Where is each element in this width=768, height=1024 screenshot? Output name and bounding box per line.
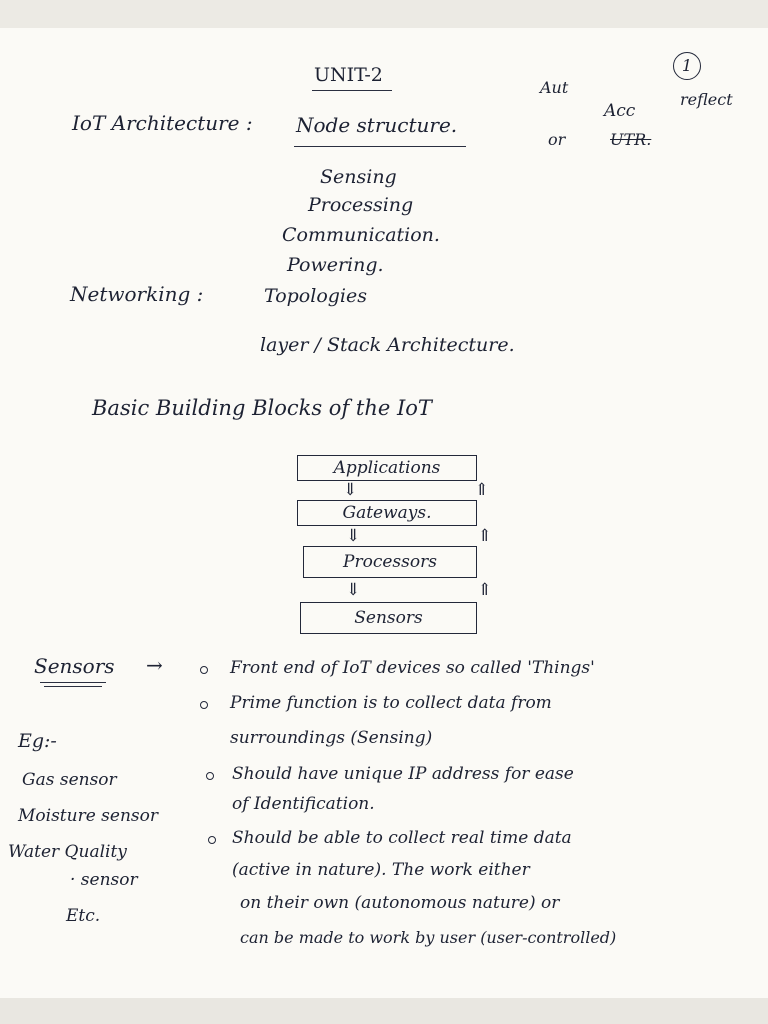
sensors-underline-1	[40, 682, 106, 683]
bullet-dot-2	[200, 701, 208, 709]
sensor-point-3-line-1: Should have unique IP address for ease	[232, 764, 574, 784]
arrows-processors-sensors: ⇓ ⇑	[346, 580, 548, 600]
sensor-point-4-line-1: Should be able to collect real time data	[232, 828, 572, 848]
sensors-underline-2	[44, 686, 102, 687]
examples-label: Eg:-	[18, 730, 57, 752]
note-line3b: UTR.	[610, 130, 652, 149]
block-sensors-label: Sensors	[354, 608, 423, 628]
sensors-label: Sensors	[34, 654, 115, 678]
networking-item-layer-stack: layer / Stack Architecture.	[260, 334, 515, 356]
note-line3a: or	[548, 130, 566, 149]
node-structure-underline	[294, 146, 466, 147]
arrows-gateways-processors: ⇓ ⇑	[346, 526, 548, 546]
bullet-dot-3	[206, 772, 214, 780]
sensor-point-4-line-2: (active in nature). The work either	[232, 860, 530, 880]
sensor-point-3-line-2: of Identification.	[232, 794, 375, 814]
example-gas-sensor: Gas sensor	[22, 770, 117, 790]
arrows-applications-gateways: ⇓ ⇑	[343, 480, 545, 500]
arch-item-powering: Powering.	[287, 254, 384, 276]
note-line1a: Aut	[540, 78, 569, 97]
block-gateways-label: Gateways.	[342, 503, 432, 523]
architecture-label: IoT Architecture :	[72, 111, 253, 135]
example-moisture-sensor: Moisture sensor	[18, 806, 158, 826]
block-processors-label: Processors	[343, 552, 437, 572]
example-water-quality: Water Quality	[8, 842, 127, 862]
networking-item-topologies: Topologies	[264, 285, 367, 307]
block-sensors	[300, 602, 477, 634]
block-gateways	[297, 500, 477, 526]
example-water-quality-sensor: · sensor	[70, 870, 138, 890]
arch-item-communication: Communication.	[282, 224, 440, 246]
sensor-point-4-line-4: can be made to work by user (user-controlled)	[240, 928, 617, 947]
building-blocks-title: Basic Building Blocks of the IoT	[92, 396, 432, 420]
block-applications-label: Applications	[333, 458, 441, 478]
arch-item-processing: Processing	[308, 194, 414, 216]
sensor-point-2-line-1: Prime function is to collect data from	[230, 693, 552, 713]
node-structure-heading: Node structure.	[296, 113, 458, 137]
page-top-edge	[0, 0, 768, 28]
sensors-arrow: →	[146, 653, 163, 677]
bullet-dot-4	[208, 836, 216, 844]
arch-item-sensing: Sensing	[320, 166, 397, 188]
block-processors	[303, 546, 477, 578]
sensor-point-2-line-2: surroundings (Sensing)	[230, 728, 433, 748]
sensor-point-4-line-3: on their own (autonomous nature) or	[240, 893, 560, 913]
note-line2: Acc	[604, 101, 636, 121]
sensor-point-1-line-1: Front end of IoT devices so called 'Things'	[230, 658, 595, 678]
block-applications	[297, 455, 477, 481]
unit-title: UNIT-2	[314, 64, 383, 86]
page-number: 1	[673, 52, 701, 80]
unit-title-underline	[312, 90, 392, 91]
page-bottom-edge	[0, 998, 768, 1024]
example-etc: Etc.	[66, 906, 101, 926]
networking-label: Networking :	[70, 282, 204, 306]
bullet-dot-1	[200, 666, 208, 674]
note-line1b: reflect	[680, 90, 733, 109]
